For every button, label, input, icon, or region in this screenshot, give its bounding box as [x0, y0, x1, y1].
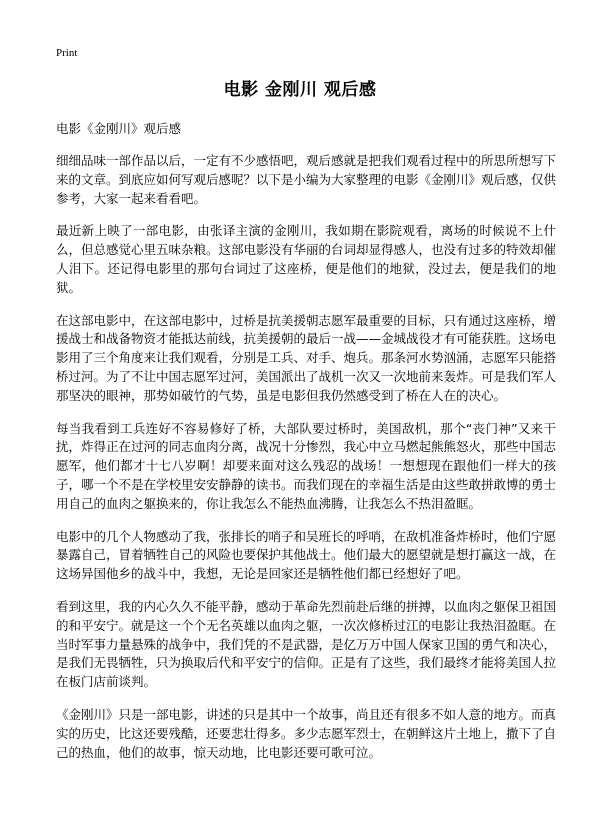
- paragraph: 看到这里，我的内心久久不能平静，感动于革命先烈前赴后继的拼搏，以血肉之躯保卫祖国的和平安宁。就是这一个个无名英雄以血肉之躯，一次次修桥过江的电影让我热泪盈眶。在当时军事力量悬殊的战争中，我们凭的不是武器，是亿万万中国人保家卫国的勇气和决心，是我们无畏牺牲，只为换取后代和平安宁的信仰。正是有了这些，我们最终才能将美国人拉在板门店前谈判。: [56, 598, 557, 690]
- paragraph: 细细品味一部作品以后，一定有不少感悟吧，观后感就是把我们观看过程中的所思所想写下来的文章。到底应如何写观后感呢？以下是小编为大家整理的电影《金刚川》观后感，仅供参考，大家一起来看看吧。: [56, 153, 557, 206]
- paragraph: 每当我看到工兵连好不容易修好了桥，大部队要过桥时，美国敌机，那个“丧门神”又来干扰，炸得正在过河的同志血肉分离，战况十分惨烈，我心中立马燃起熊熊怒火，那些中国志愿军，他们都才十七八岁啊！却要来面对这么残忍的战场！一想想现在跟他们一样大的孩子，哪一个不是在学校里安安静静的读书。而我们现在的幸福生活是由这些敢拼敢博的勇士用自己的血肉之躯换来的，你让我怎么不能热血沸腾，让我怎么不热泪盈眶。: [56, 420, 557, 511]
- article-body: [56, 152, 556, 776]
- document-subtitle: 电影《金刚川》观后感: [56, 121, 182, 136]
- print-link[interactable]: Print: [56, 47, 78, 59]
- page-title: 电影 金刚川 观后感: [223, 80, 377, 100]
- paragraph: 在这部电影中，在这部电影中，过桥是抗美援朝志愿军最重要的目标，只有通过这座桥，增援战士和战备物资才能抵达前线，抗美援朝的最后一战——金城战役才有可能获胜。这场电影用了三个角度来让我们观看，分别是工兵、对手、炮兵。那条河水势汹涌，志愿军只能搭桥过河。为了不让中国志愿军过河，美国派出了战机一次又一次地前来轰炸。可是我们军人那坚决的眼神，那势如破竹的气势，虽是电影但我仍然感受到了桥在人在的决心。: [56, 312, 557, 403]
- paragraph: 最近新上映了一部电影，由张译主演的金刚川，我如期在影院观看，离场的时候说不上什么，但总感觉心里五味杂粮。这部电影没有华丽的台词却显得感人，也没有过多的特效却催人泪下。还记得电影里的那句台词过了这座桥，便是他们的地狱，没过去，便是我们的地狱。: [56, 223, 557, 295]
- paragraph: 电影中的几个人物感动了我，张排长的哨子和吴班长的呼哨，在敌机准备炸桥时，他们宁愿暴露自己，冒着牺牲自己的风险也要保护其他战士。他们最大的愿望就是想打赢这一战，在这场异国他乡的战斗中，我想，无论是回家还是牺牲他们都已经想好了吧。: [56, 528, 557, 582]
- paragraph: 《金刚川》只是一部电影，讲述的只是其中一个故事，尚且还有很多不如人意的地方。而真实的历史，比这还要残酷，还要悲壮得多。多少志愿军烈士，在朝鲜这片土地上，撒下了自己的热血，他们的故事，惊天动地，比电影还要可歌可泣。: [56, 706, 557, 760]
